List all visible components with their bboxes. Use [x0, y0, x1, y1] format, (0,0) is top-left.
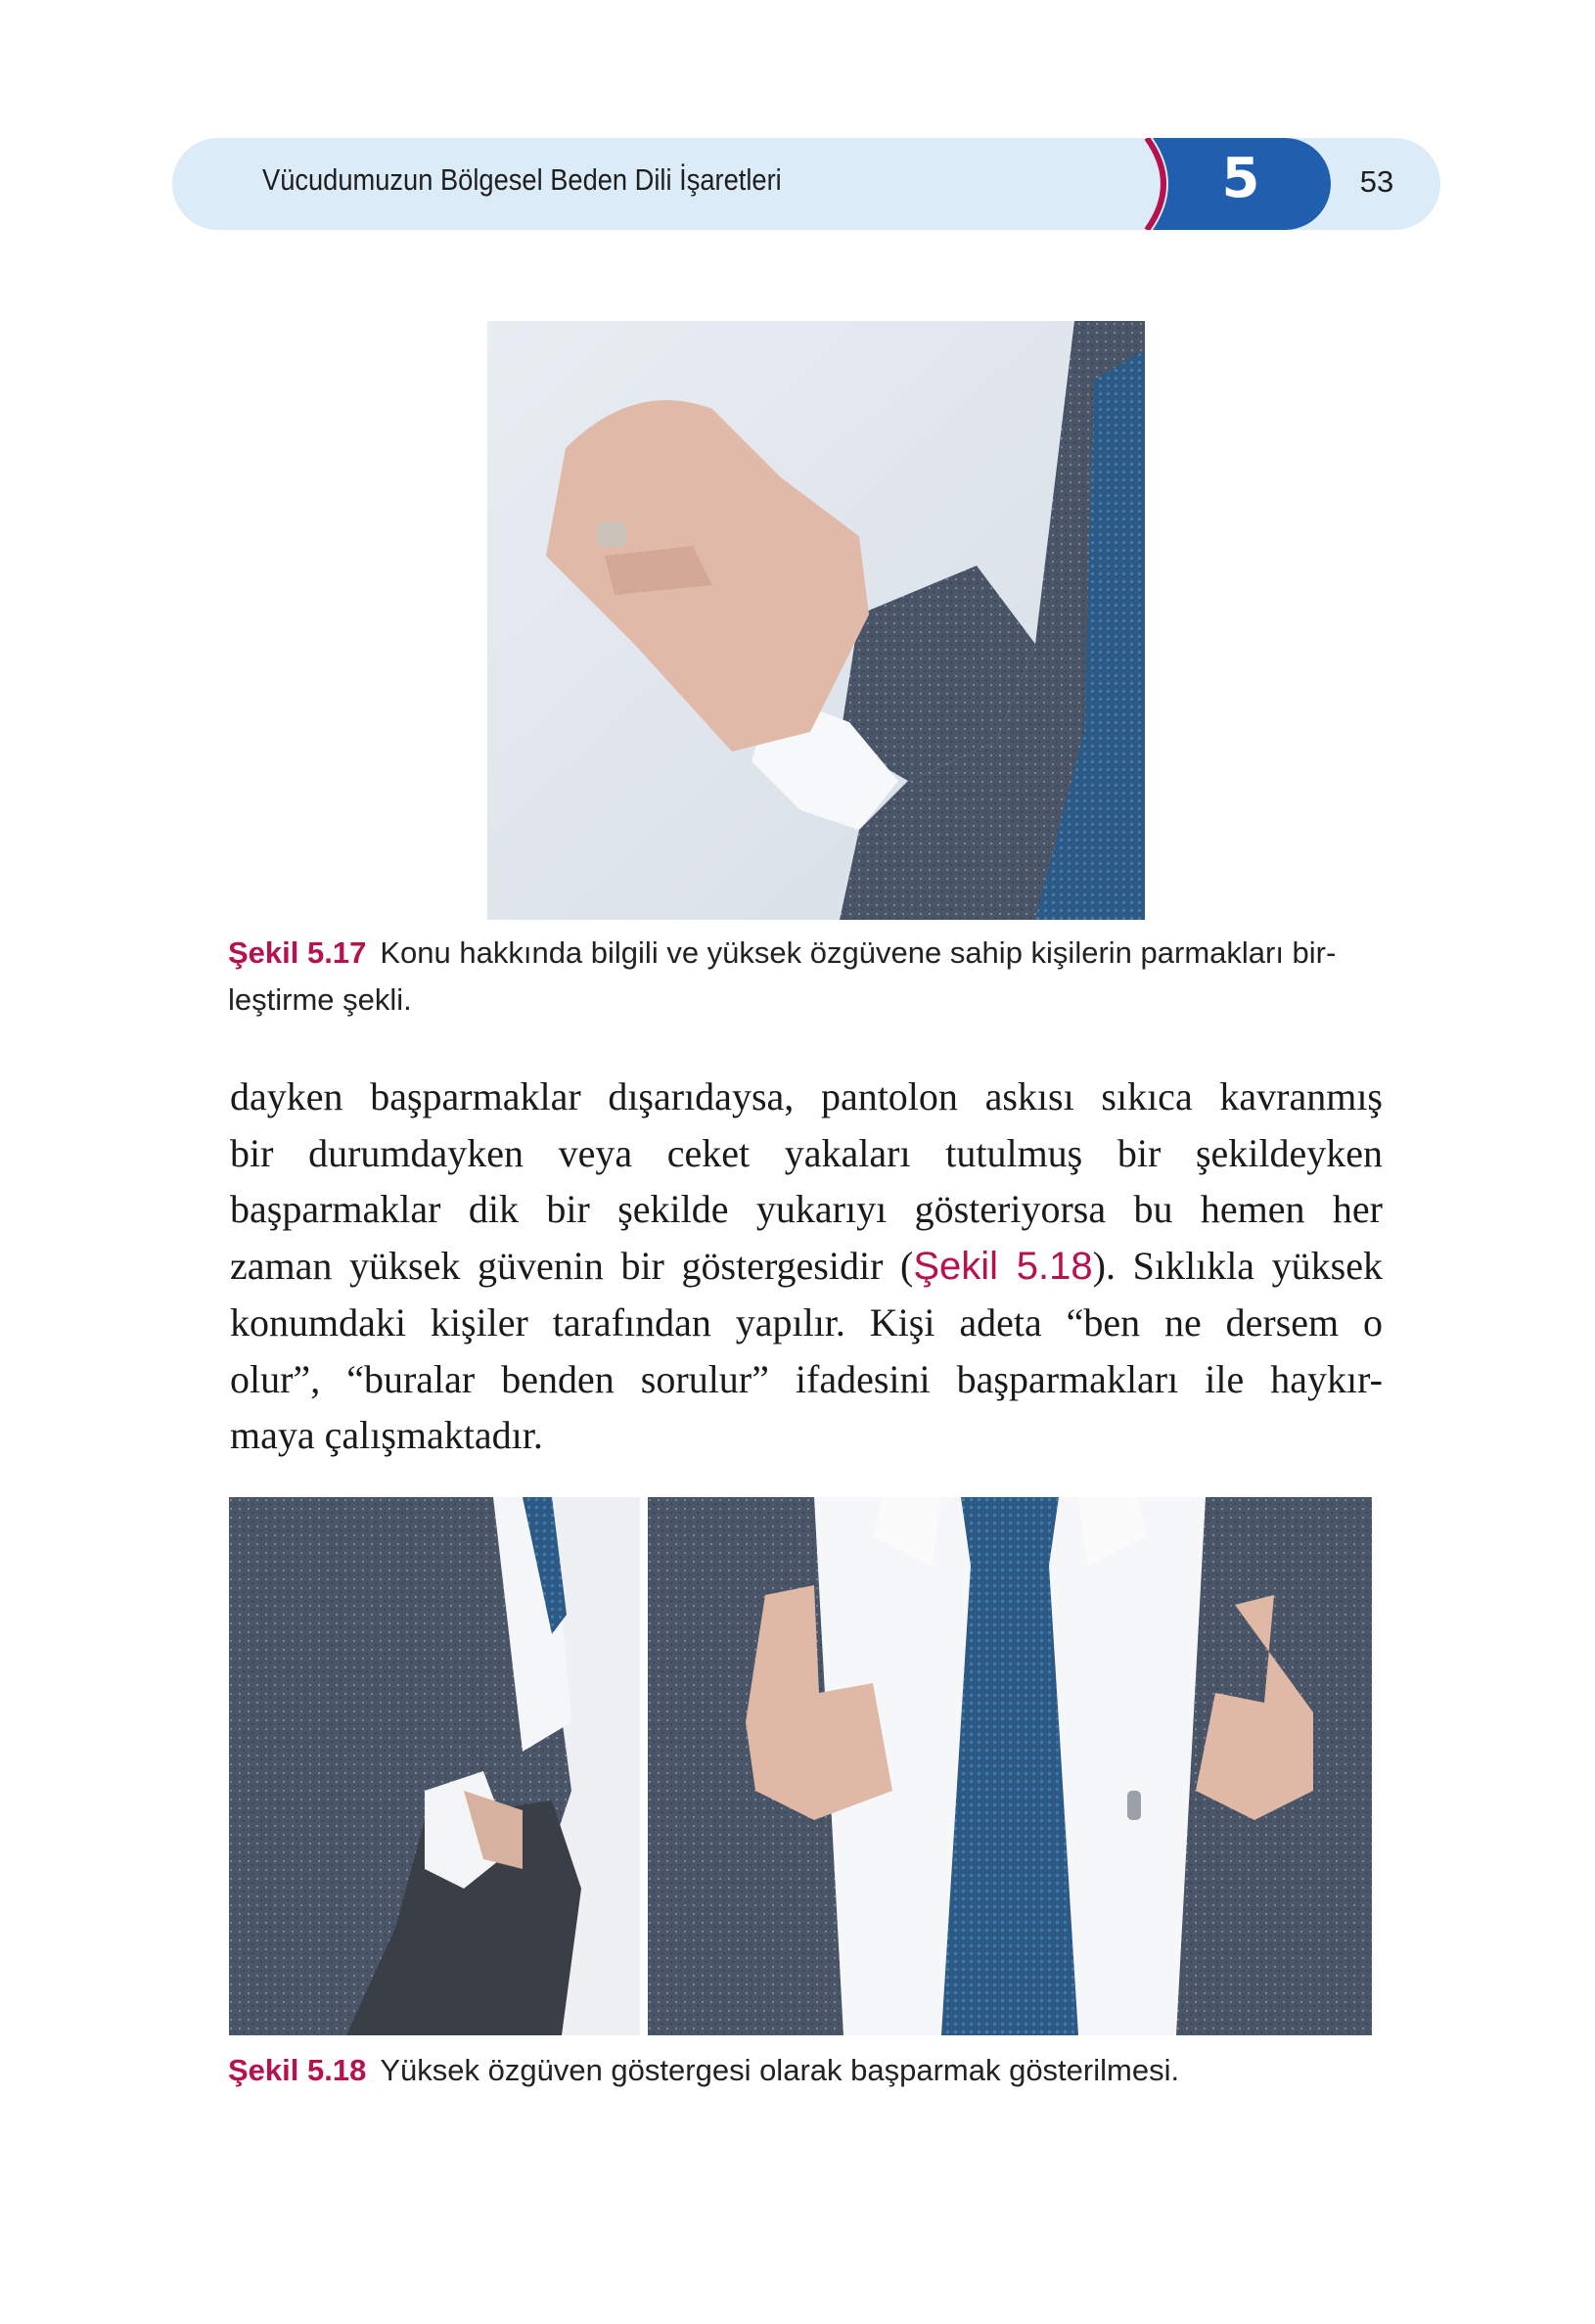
- header-title: Vücudumuzun Bölgesel Beden Dili İşaretleri: [262, 162, 782, 197]
- figure-5-18-caption-text: Yüksek özgüven göstergesi olarak başparmak gösterilmesi.: [380, 2053, 1180, 2087]
- page-number: 53: [1359, 164, 1394, 199]
- body-line-4-end: ). Sıklıkla yüksek: [1092, 1243, 1384, 1288]
- figure-5-18-caption: [228, 2047, 1383, 2094]
- figure-5-17-caption-line2: leştirme şekli.: [228, 982, 412, 1017]
- figure-5-17-label: Şekil 5.17: [228, 935, 367, 970]
- body-line-7: maya çalışmaktadır.: [230, 1413, 543, 1457]
- figure-5-18-photo-right: [648, 1497, 1372, 2035]
- body-line-4: [230, 1238, 1383, 1296]
- chapter-number: 5: [1221, 147, 1260, 210]
- body-line-3: başparmaklar dik bir şekilde yukarıyı gösteriyorsa bu hemen her: [230, 1187, 1383, 1231]
- figure-5-17-photo: [487, 321, 1145, 920]
- body-line-5: konumdaki kişiler tarafından yapılır. Kişi adeta “ben ne dersem o: [230, 1300, 1383, 1344]
- figure-5-18-label: Şekil 5.18: [228, 2053, 367, 2087]
- body-line-4-start: zaman yüksek güvenin bir göstergesidir (: [230, 1243, 914, 1288]
- figure-5-18-photo-left: [229, 1497, 640, 2035]
- body-line-2: bir durumdayken veya ceket yakaları tutulmuş bir şekildeyken: [230, 1130, 1383, 1175]
- body-paragraph: [230, 1069, 1383, 1464]
- figure-reference: Şekil 5.18: [913, 1244, 1093, 1288]
- body-line-6: olur”, “buralar benden sorulur” ifadesini başparmakları ile haykır-: [230, 1356, 1383, 1401]
- figure-5-17-caption: [228, 930, 1383, 1024]
- figure-5-17-caption-line1: Konu hakkında bilgili ve yüksek özgüvene sahip kişilerin parmakları bir-: [380, 935, 1337, 970]
- body-line-1: dayken başparmaklar dışarıdaysa, pantolon askısı sıkıca kavranmış: [230, 1074, 1383, 1118]
